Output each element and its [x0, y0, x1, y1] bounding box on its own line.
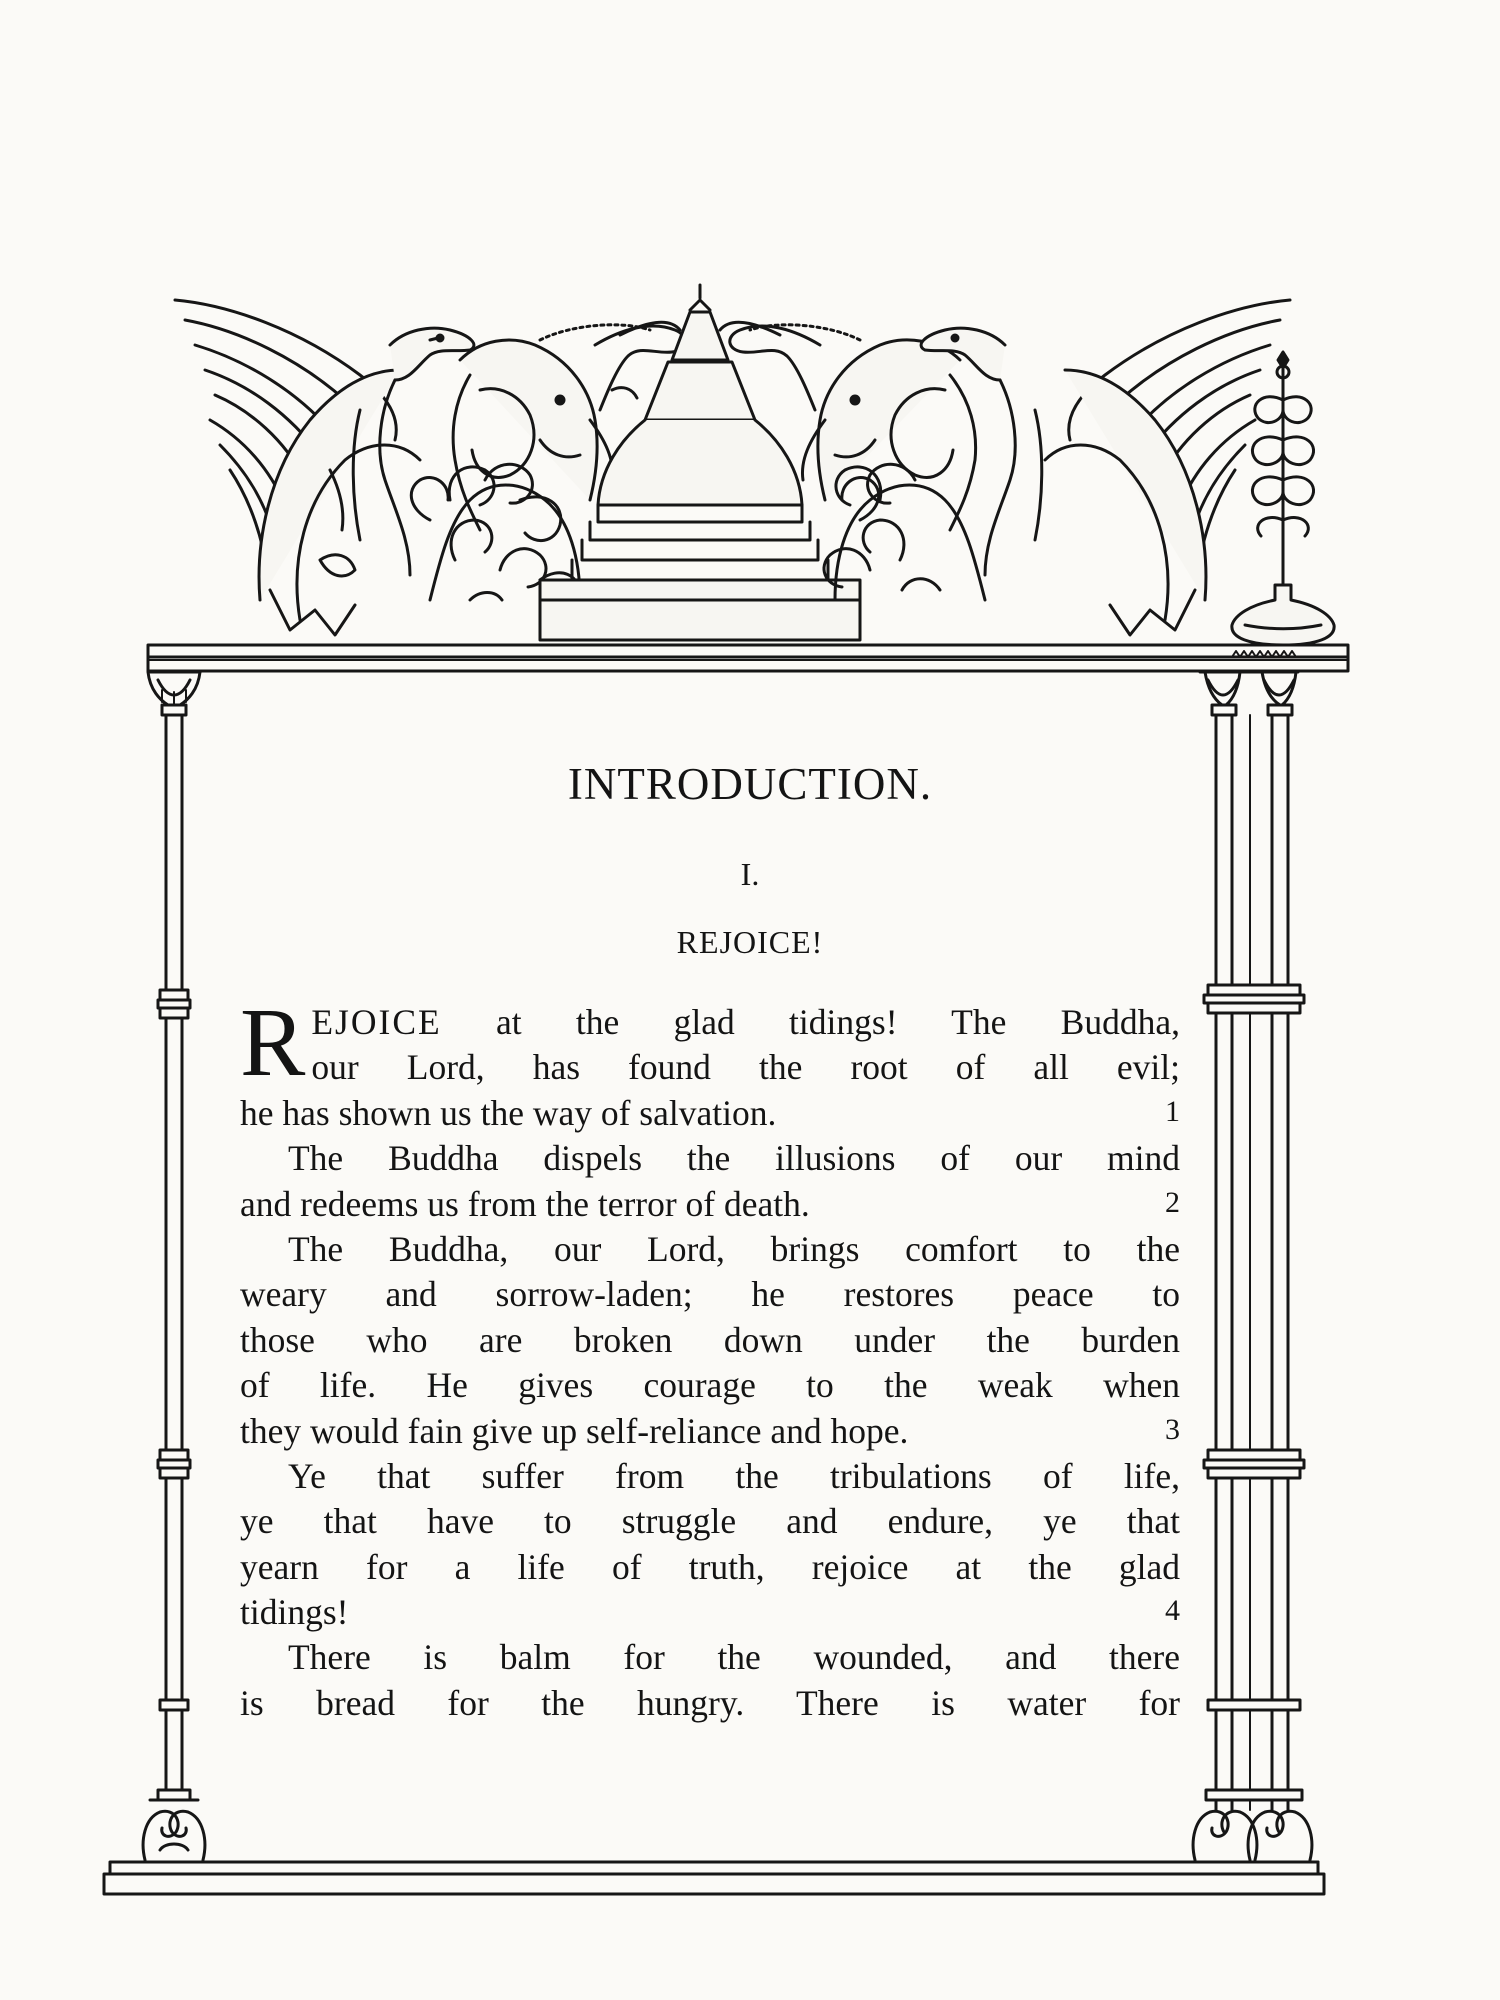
body-text: [240, 989, 1180, 1726]
text-fragment: they would fain give up self-reliance and hope.: [240, 1410, 909, 1451]
first-word: EJOICE: [311, 1002, 442, 1042]
text-line: There is balm for the wounded, and there: [288, 1637, 1180, 1678]
verse-number: 4: [1165, 1594, 1180, 1628]
section-numeral: I.: [740, 856, 760, 892]
text-line: weary and sorrow-laden; he restores peace to: [240, 1274, 1180, 1315]
right-pillar: [1190, 672, 1318, 1862]
cornice-beam: [148, 645, 1348, 671]
text-line: our Lord, has found the root of all evil;: [311, 1047, 1180, 1088]
right-foliage: [824, 464, 940, 590]
text-line: Ye that suffer from the tribulations of life,: [288, 1455, 1180, 1496]
left-pillar: [140, 672, 208, 1862]
text-line: [240, 1091, 1180, 1136]
text-line: [240, 1409, 1180, 1454]
text-line: those who are broken down under the burden: [240, 1319, 1180, 1360]
verse-number: 2: [1165, 1185, 1180, 1219]
text-line: [240, 1590, 1180, 1635]
text-line: yearn for a life of truth, rejoice at the glad: [240, 1546, 1180, 1587]
verse-number: 3: [1165, 1412, 1180, 1446]
text-line: is bread for the hungry. There is water for: [240, 1682, 1180, 1723]
text-fragment: he has shown us the way of salvation.: [240, 1092, 777, 1133]
drop-cap: R: [240, 989, 306, 1097]
text-line: [306, 1000, 1180, 1045]
paragraph-3: [240, 1227, 1180, 1454]
text-line: The Buddha dispels the illusions of our mind: [288, 1138, 1180, 1179]
paragraph-4: [240, 1454, 1180, 1636]
verse-number: 1: [1165, 1094, 1180, 1128]
text-line: [240, 1182, 1180, 1227]
text-fragment: and redeems us from the terror of death.: [240, 1183, 810, 1224]
text-fragment: tidings!: [240, 1592, 349, 1633]
text-fragment: at the glad tidings! The Buddha,: [441, 1002, 1180, 1042]
paragraph-5: [240, 1635, 1180, 1726]
paragraph-1: [240, 989, 1180, 1136]
page-title: INTRODUCTION.: [567, 759, 933, 809]
left-eagle-icon: [175, 300, 474, 635]
right-eagle-icon: [921, 300, 1290, 635]
text-line: The Buddha, our Lord, brings comfort to the: [288, 1228, 1180, 1269]
section-heading: REJOICE!: [676, 924, 824, 960]
text-line: ye that have to struggle and endure, ye that: [240, 1501, 1180, 1542]
text-line: of life. He gives courage to the weak when: [240, 1365, 1180, 1406]
header-ornament: [175, 285, 1334, 645]
paragraph-2: [240, 1136, 1180, 1227]
base-plinth: [104, 1862, 1324, 1894]
